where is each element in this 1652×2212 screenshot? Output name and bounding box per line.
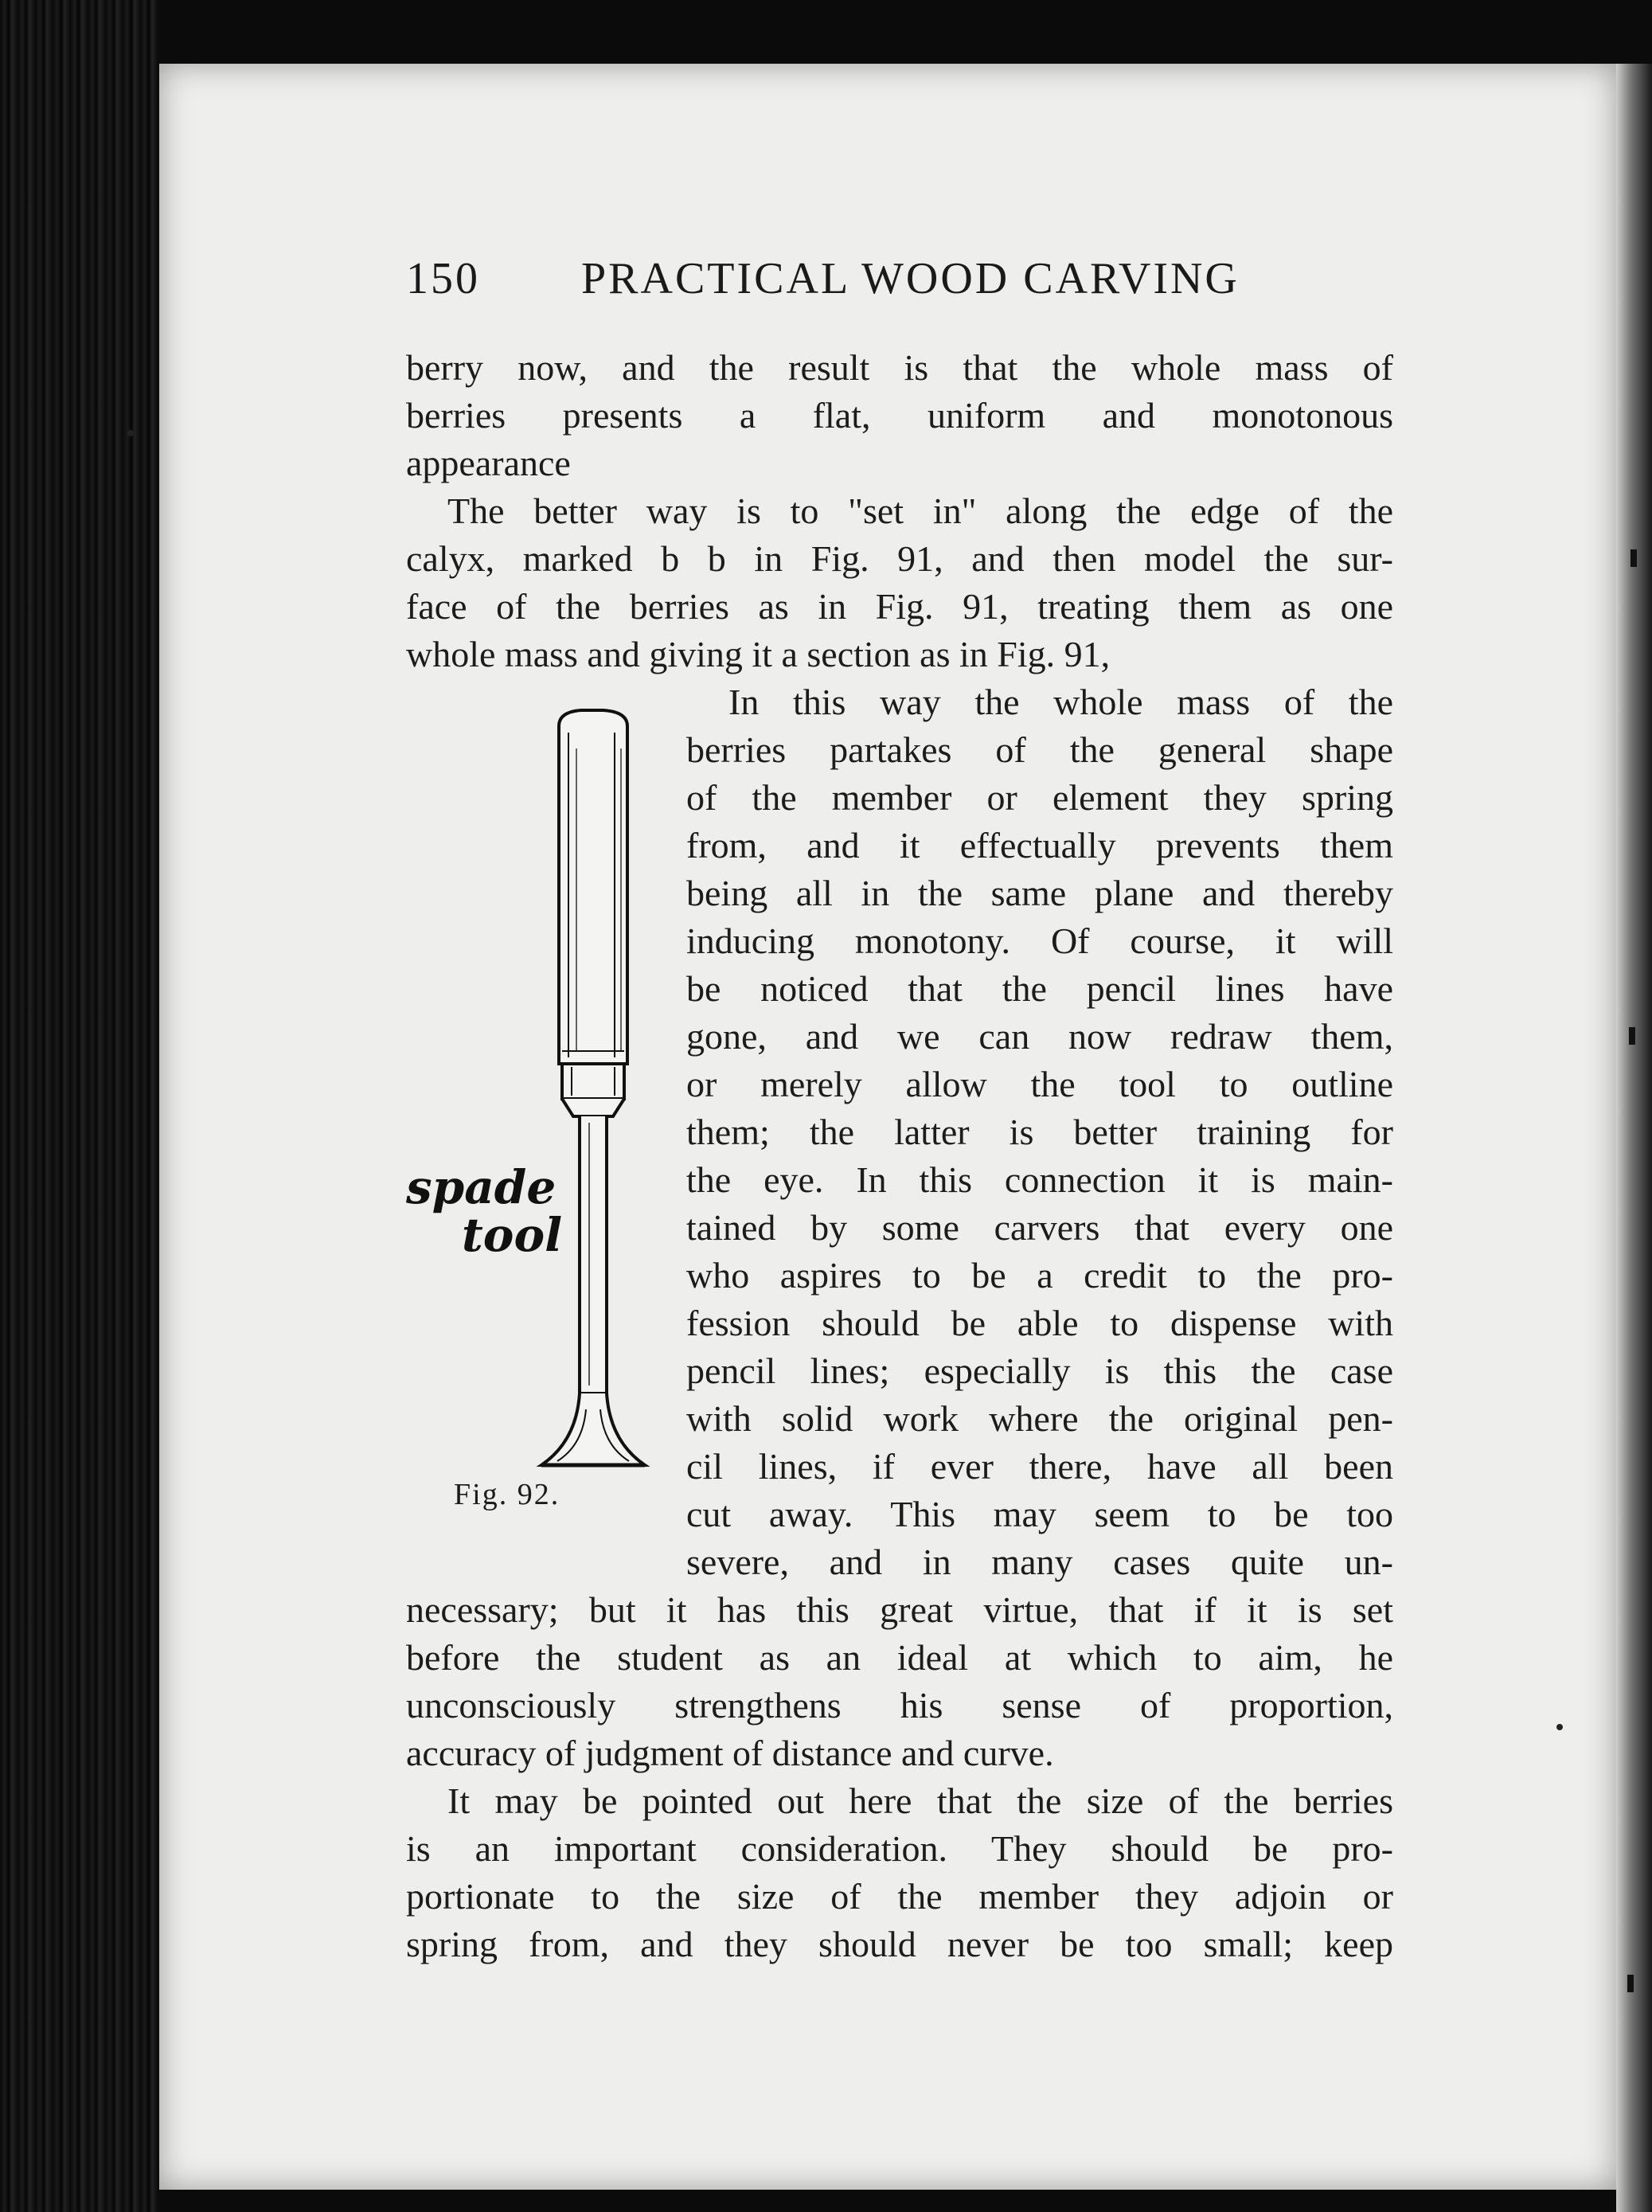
figure-caption: Fig. 92.	[454, 1478, 560, 1511]
text-line: tained by some carvers that every one	[686, 1207, 1393, 1248]
running-title: PRACTICAL WOOD CARVING	[581, 254, 1240, 303]
speck	[1556, 1724, 1563, 1730]
text-line: before the student as an ideal at which to aim, he	[406, 1637, 1393, 1678]
text-line: is an important consideration. They should be pro-	[406, 1828, 1393, 1869]
running-header	[406, 253, 1393, 317]
spade-tool-illustration	[382, 701, 677, 1481]
text-line: them; the latter is better training for	[686, 1112, 1393, 1152]
tool-label-spade: spade	[406, 1160, 557, 1214]
text-line: who aspires to be a credit to the pro-	[686, 1255, 1393, 1296]
text-line: severe, and in many cases quite un-	[686, 1542, 1393, 1582]
text-line: berry now, and the result is that the whole mass of	[406, 347, 1393, 388]
text-line: pencil lines; especially is this the case	[686, 1350, 1393, 1391]
text-line: portionate to the size of the member they adjoin or	[406, 1876, 1393, 1917]
text-line: calyx, marked b b in Fig. 91, and then model the sur-	[406, 538, 1393, 579]
text-line: berries partakes of the general shape	[686, 729, 1393, 770]
page-number: 150	[406, 254, 480, 303]
edge-mark	[1627, 1975, 1634, 1992]
text-line: from, and it effectually prevents them	[686, 825, 1393, 866]
text-line: fession should be able to dispense with	[686, 1303, 1393, 1343]
text-line: necessary; but it has this great virtue, that if it is set	[406, 1589, 1393, 1630]
text-line: unconsciously strengthens his sense of proportion,	[406, 1685, 1393, 1725]
text-line: spring from, and they should never be too small; keep	[406, 1924, 1393, 1964]
edge-mark	[1629, 1027, 1635, 1045]
text-line: with solid work where the original pen-	[686, 1398, 1393, 1439]
tool-label-tool: tool	[462, 1208, 563, 1262]
text-line: being all in the same plane and thereby	[686, 873, 1393, 913]
page-right-edge	[1616, 64, 1652, 2212]
text-line: of the member or element they spring	[686, 777, 1393, 818]
figure-92	[382, 701, 677, 1513]
text-line: accuracy of judgment of distance and curve.	[406, 1733, 1054, 1773]
text-line: the eye. In this connection it is main-	[686, 1159, 1393, 1200]
text-line: or merely allow the tool to outline	[686, 1064, 1393, 1104]
text-line: face of the berries as in Fig. 91, treating them as one	[406, 586, 1393, 627]
text-line: cil lines, if ever there, have all been	[686, 1446, 1393, 1487]
text-line: inducing monotony. Of course, it will	[686, 920, 1393, 961]
text-line: appearance	[406, 443, 571, 483]
edge-mark	[1631, 549, 1637, 567]
text-line: cut away. This may seem to be too	[686, 1494, 1393, 1534]
text-line: be noticed that the pencil lines have	[686, 968, 1393, 1009]
speck	[127, 430, 134, 436]
text-line: gone, and we can now redraw them,	[686, 1016, 1393, 1057]
text-line: The better way is to "set in" along the edge of the	[447, 490, 1393, 531]
text-line: whole mass and giving it a section as in Fig. 91,	[406, 634, 1111, 674]
text-line: berries presents a flat, uniform and monotonous	[406, 395, 1393, 436]
book-spine	[0, 0, 159, 2212]
text-line: It may be pointed out here that the size of the berries	[447, 1780, 1393, 1821]
text-line: In this way the whole mass of the	[728, 682, 1393, 722]
